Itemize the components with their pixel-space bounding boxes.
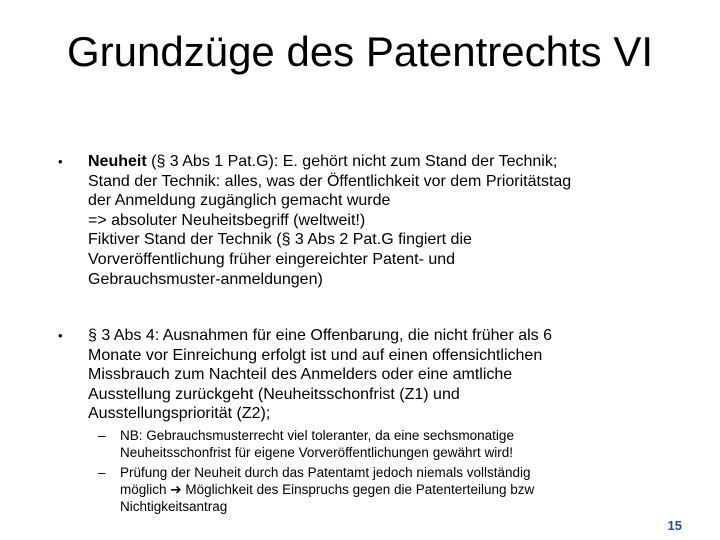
bullet-marker: • <box>58 154 63 169</box>
bullet-line: Monate vor Einreichung erfolgt ist und auf einen offensichtlichen <box>88 346 543 364</box>
slide-title: Grundzüge des Patentrechts VI <box>66 28 653 75</box>
bullet-line: => absoluter Neuheitsbegriff (weltweit!) <box>88 211 366 229</box>
sub-item-line: Nichtigkeitsantrag <box>120 498 228 514</box>
bullet-line: Fiktiver Stand der Technik (§ 3 Abs 2 Pat.G fingiert die <box>88 231 472 249</box>
bullet-line: Ausstellungspriorität (Z2); <box>88 405 271 423</box>
bullet-marker: • <box>58 328 63 343</box>
bullet-line: Ausstellung zurückgeht (Neuheitsschonfrist (Z1) und <box>88 385 460 403</box>
bullet-text <box>88 152 688 289</box>
bullet-line: § 3 Abs 4: Ausnahmen für eine Offenbarung, die nicht früher als 6 <box>88 327 553 344</box>
bullet-line: Vorveröffentlichung früher eingereichter Patent- und <box>88 250 456 268</box>
sub-item-line: Neuheitsschonfrist für eigene Vorveröffentlichungen gewährt wird! <box>120 444 513 460</box>
bullet-line: Stand der Technik: alles, was der Öffentlichkeit vor dem Prioritätstag <box>88 172 572 190</box>
right-arrow-icon: ➔ <box>170 481 182 497</box>
sub-item-text <box>120 428 660 462</box>
sub-item-text <box>120 465 660 515</box>
bullet-line: der Anmeldung zugänglich gemacht wurde <box>88 192 391 210</box>
sub-item-marker: – <box>98 465 106 480</box>
sub-item-line: NB: Gebrauchsmusterrecht viel toleranter, da eine sechsmonatige <box>120 428 514 443</box>
bullet-line: Gebrauchsmuster-anmeldungen) <box>88 270 323 288</box>
page-number: 15 <box>667 518 682 533</box>
sub-item-marker: – <box>98 428 106 443</box>
bullet-line: Missbrauch zum Nachteil des Anmelders oder eine amtliche <box>88 366 513 384</box>
sub-item-line: möglich ➔ Möglichkeit des Einspruchs gegen die Patenterteilung bzw <box>120 481 535 497</box>
bullet-text <box>88 326 688 424</box>
bullet-line: Neuheit (§ 3 Abs 1 Pat.G): E. gehört nicht zum Stand der Technik; <box>88 153 558 170</box>
bold-term: Neuheit <box>88 153 147 170</box>
sub-item-line: Prüfung der Neuheit durch das Patentamt jedoch niemals vollständig <box>120 465 531 480</box>
